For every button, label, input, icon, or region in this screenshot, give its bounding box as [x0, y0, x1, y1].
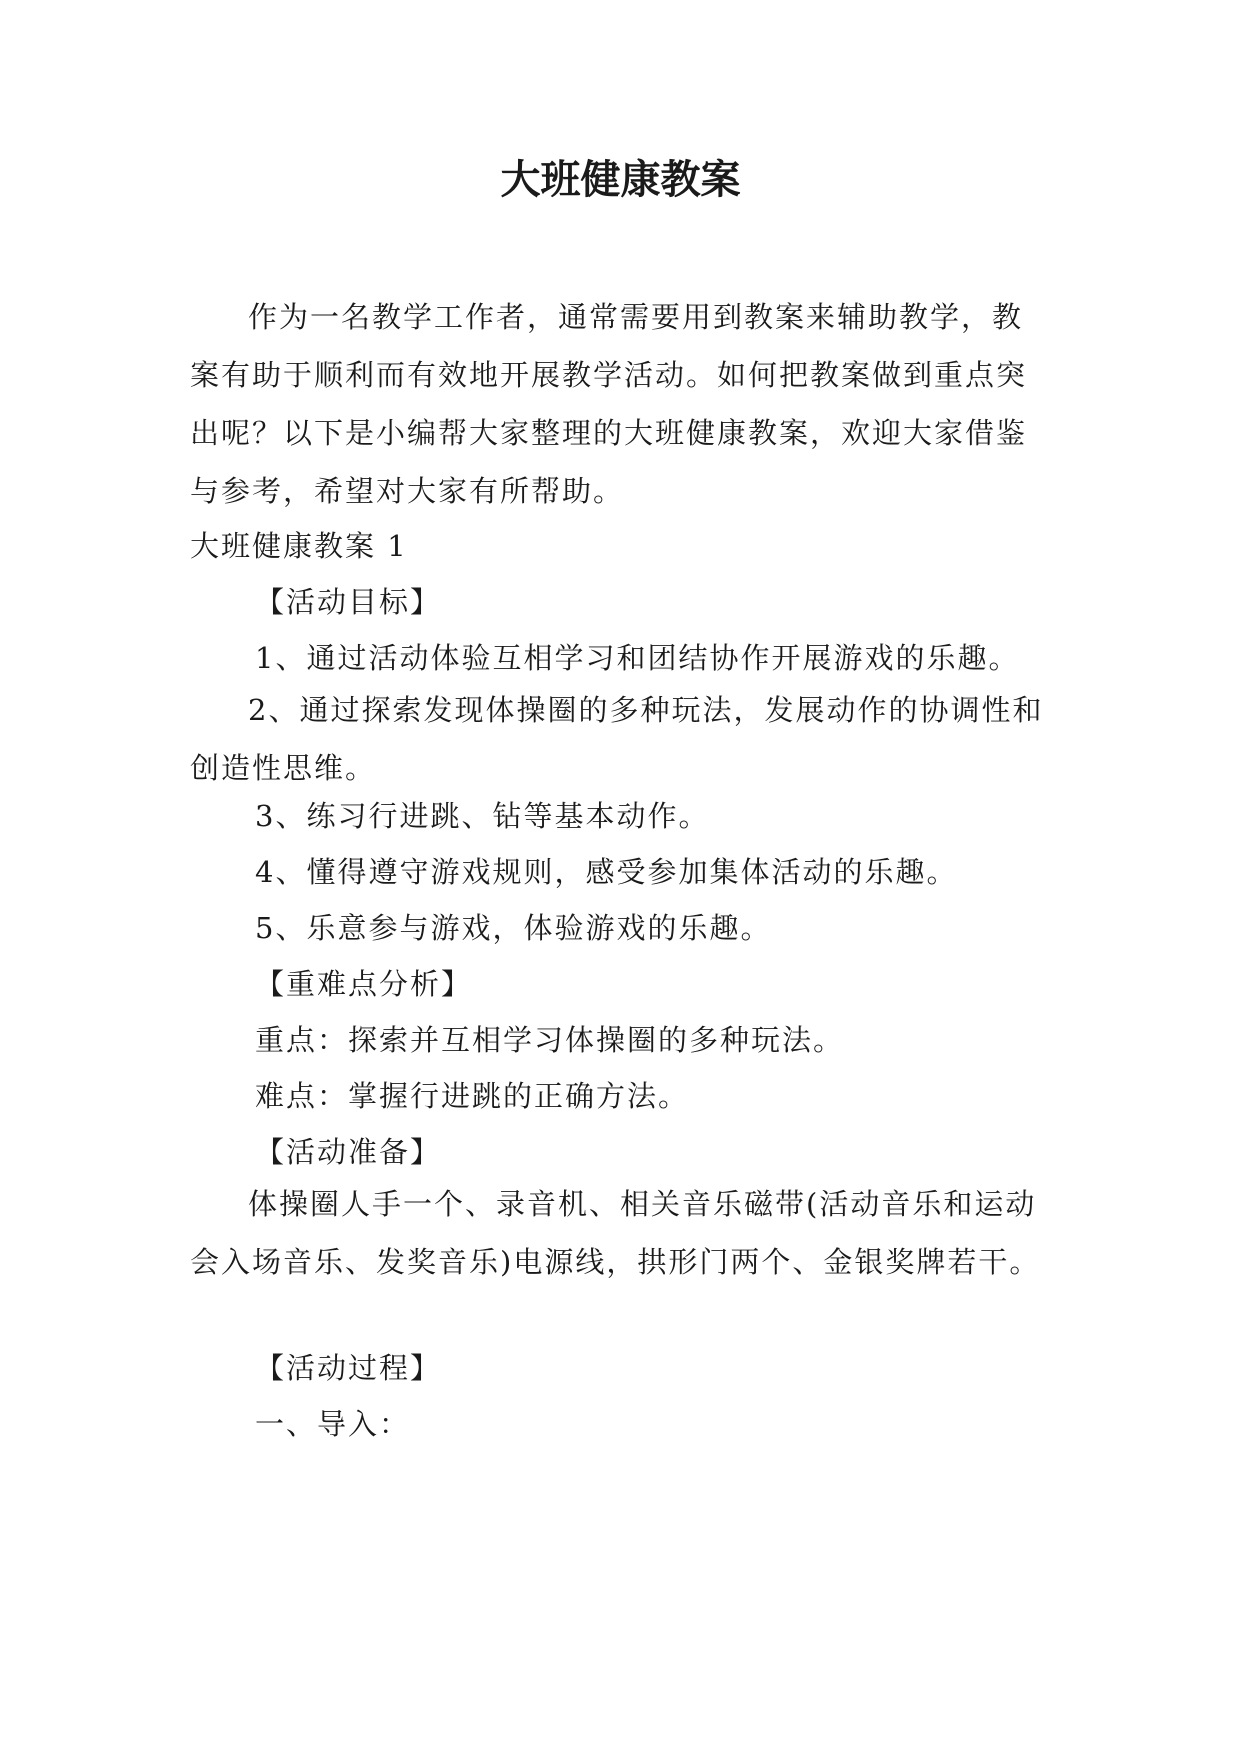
goal-1: 1、通过活动体验互相学习和团结协作开展游戏的乐趣。: [255, 641, 1020, 675]
preparation-text: 体操圈人手一个、录音机、相关音乐磁带(活动音乐和运动会入场音乐、发奖音乐)电源线，拱形门两个、金银奖牌若干。: [190, 1187, 1041, 1279]
document-title: 大班健康教案: [500, 157, 741, 203]
goals-heading: 【活动目标】: [255, 585, 442, 619]
intro-paragraph: 作为一名教学工作者，通常需要用到教案来辅助教学，教案有助于顺利而有效地开展教学活动。如何把教案做到重点突出呢？以下是小编帮大家整理的大班健康教案，欢迎大家借鉴与参考，希望对大家有所帮助。: [190, 300, 1028, 508]
section-title: 大班健康教案 1: [190, 529, 408, 563]
key-points-heading: 【重难点分析】: [255, 967, 473, 1001]
process-step-1: 一、导入：: [255, 1407, 411, 1441]
goal-2: 2、通过探索发现体操圈的多种玩法，发展动作的协调性和创造性思维。: [190, 693, 1044, 785]
goal-3: 3、练习行进跳、钻等基本动作。: [255, 799, 710, 833]
process-heading: 【活动过程】: [255, 1351, 442, 1385]
key-point: 重点：探索并互相学习体操圈的多种玩法。: [255, 1023, 845, 1057]
goal-5: 5、乐意参与游戏，体验游戏的乐趣。: [255, 911, 772, 945]
goal-4: 4、懂得遵守游戏规则，感受参加集体活动的乐趣。: [255, 855, 958, 889]
difficult-point: 难点：掌握行进跳的正确方法。: [255, 1079, 690, 1113]
preparation-heading: 【活动准备】: [255, 1135, 442, 1169]
